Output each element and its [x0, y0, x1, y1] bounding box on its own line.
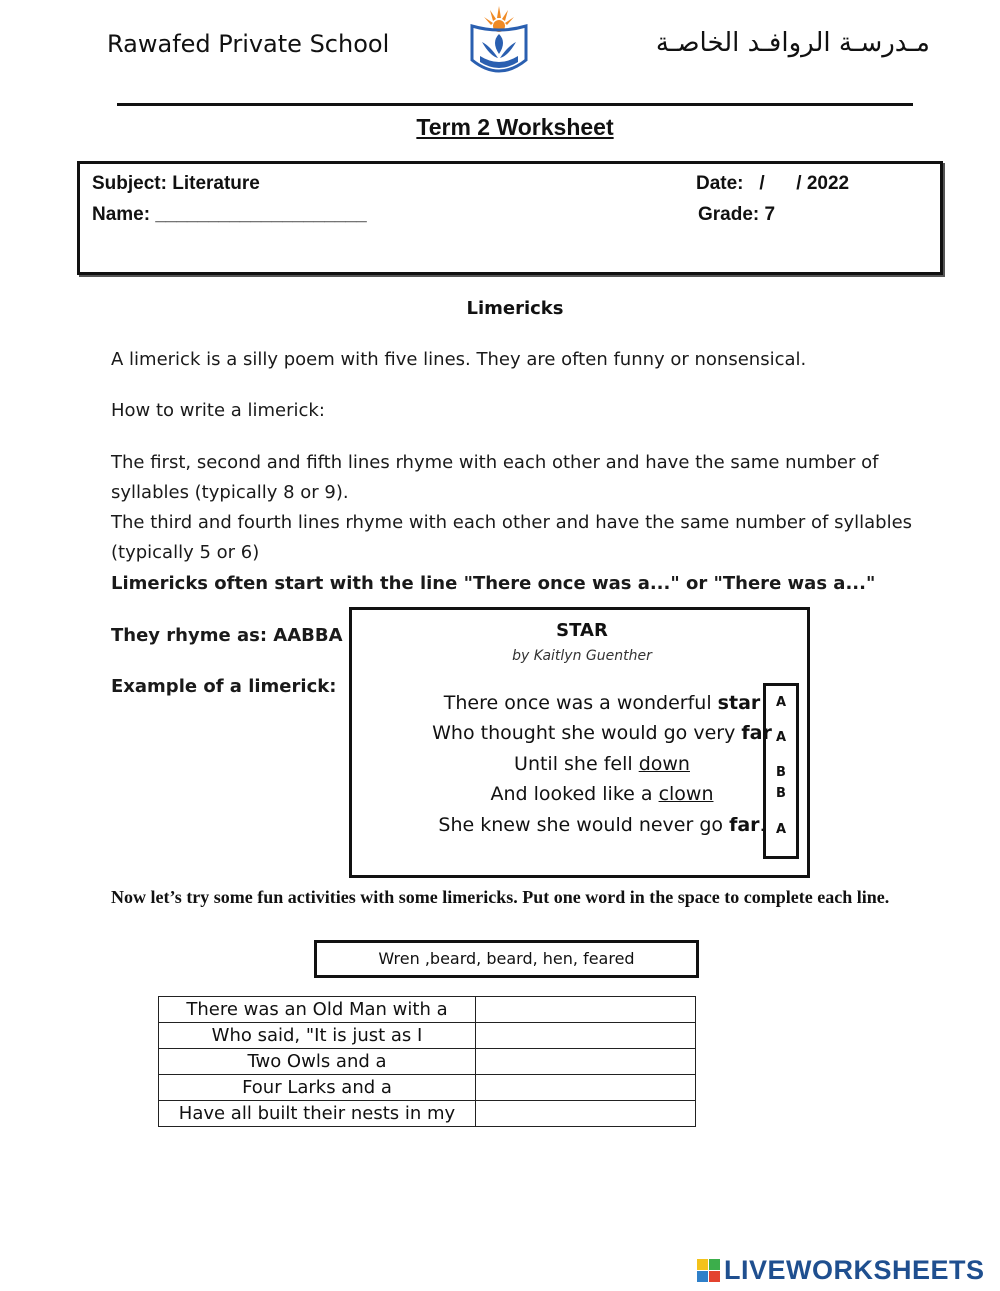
rule-line: syllables (typically 8 or 9). — [111, 482, 349, 503]
limerick-prompt: Have all built their nests in my — [159, 1101, 476, 1127]
poem-line: There once was a wonderful star — [443, 692, 761, 714]
limerick-prompt: Four Larks and a — [159, 1075, 476, 1101]
rule-line: (typically 5 or 6) — [111, 542, 260, 563]
name-field[interactable]: Name: ____________________ — [92, 204, 367, 225]
student-info-box — [77, 161, 943, 275]
rhyme-letter: B — [776, 765, 786, 780]
school-name-english: Rawafed Private School — [107, 30, 390, 58]
example-label: Example of a limerick: — [111, 676, 337, 697]
rhyme-scheme-box — [763, 683, 799, 859]
table-row — [159, 1101, 696, 1127]
poem-line: And looked like a clown — [490, 783, 714, 805]
answer-input[interactable] — [476, 1102, 695, 1126]
brand-wordmark: LIVEWORKSHEETS — [724, 1254, 985, 1285]
limerick-prompt: There was an Old Man with a — [159, 997, 476, 1023]
grade-label: Grade: 7 — [698, 204, 776, 225]
example-limerick-box — [349, 607, 810, 878]
rhyme-letter: A — [775, 730, 787, 745]
table-row — [159, 1023, 696, 1049]
poem-line: Who thought she would go very far — [432, 722, 772, 744]
activity-instruction: Now let’s try some fun activities with some limericks. Put one word in the space to complete each line. — [111, 887, 890, 907]
rule-line: The third and fourth lines rhyme with each other and have the same number of syllables — [111, 512, 913, 533]
subject-label: Subject: Literature — [92, 173, 260, 194]
start-line-tip: Limericks often start with the line "There once was a..." or "There was a..." — [111, 573, 876, 594]
section-title: Limericks — [466, 298, 564, 319]
answer-input[interactable] — [476, 998, 695, 1022]
rhyme-pattern-label: They rhyme as: AABBA — [111, 625, 343, 646]
school-name-arabic: مـدرسـة الروافـد الخاصـة — [655, 28, 930, 58]
worksheet-title: Term 2 Worksheet — [416, 114, 614, 140]
poem-line: She knew she would never go far. — [438, 814, 766, 836]
poem-author: by Kaitlyn Guenther — [512, 648, 652, 664]
answer-input[interactable] — [476, 1076, 695, 1100]
table-row — [159, 997, 696, 1023]
liveworksheets-logo-icon — [697, 1259, 720, 1282]
table-row — [159, 1049, 696, 1075]
answer-input[interactable] — [476, 1024, 695, 1048]
limerick-prompt: Two Owls and a — [159, 1049, 476, 1075]
header-divider — [117, 103, 913, 106]
date-label: Date: / / 2022 — [696, 173, 850, 194]
limerick-prompt: Who said, "It is just as I — [159, 1023, 476, 1049]
rhyme-letter: A — [775, 822, 787, 837]
table-row — [159, 1075, 696, 1101]
liveworksheets-brand[interactable] — [697, 1253, 985, 1287]
how-to-heading: How to write a limerick: — [111, 400, 325, 421]
school-logo-icon — [460, 4, 538, 78]
poem-line: Until she fell down — [514, 753, 690, 775]
word-bank: Wren ,beard, beard, hen, feared — [314, 940, 699, 978]
fill-in-table — [158, 996, 696, 1127]
answer-input[interactable] — [476, 1050, 695, 1074]
rhyme-letter: A — [775, 695, 787, 710]
rule-line: The first, second and fifth lines rhyme with each other and have the same number of — [111, 452, 879, 473]
rhyme-letter: B — [776, 786, 786, 801]
intro-paragraph: A limerick is a silly poem with five lines. They are often funny or nonsensical. — [111, 349, 807, 370]
poem-title: STAR — [556, 620, 608, 641]
